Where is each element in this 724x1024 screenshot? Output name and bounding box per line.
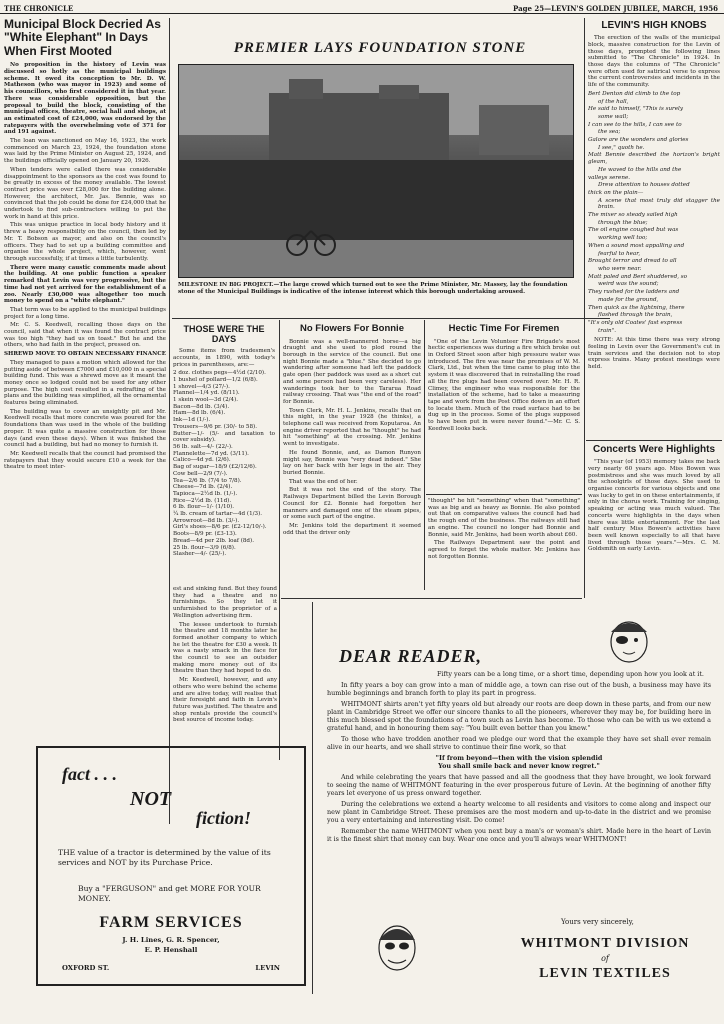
column-divider [279,320,280,760]
farm-people: J. H. Lines, G. R. Spencer, [122,936,220,944]
verse-line: through the blue; [598,219,648,226]
firemen-article [428,324,580,492]
article-paragraph: Mr. Keedwell recalls that the council had promised the ratepayers that they would secure £10 a week for the theatre to meet inter- [4,450,166,471]
article-paragraph: "One of the Levin Volunteer Fire Brigade's most hectic experiences was during a fire which broke out in Oxford Street soon after high pressure water was introduced. The fire was near the premises of W. M. Clark, Ltd., but when the time came to plug into the system it was discovered that in reinstalling the road all the fire plugs had been covered over. Mr. H. R. Climey, the engineer who was responsible for the installation of the scheme, had to take a measuring tape and work from the Post Office down in an effort to locate them. Much of the road surface had to be dug up in the process. Some of the plugs supposed to have been put in were never found."—Mr. C. S. Keedwell looks back. [428,338,580,432]
verse-line: Brought terror and dread to all [588,258,677,265]
not-text: NOT [130,788,172,810]
article-paragraph: They managed to pass a motion which allowed for the putting aside of between £7000 and £10,000 in a special building fund. This was a shrewd move as it meant the money once so lodged could not be used for any other purpose. The high cost resulted in a redrafting of the plans and the building was simplified, all the ornamental features being eliminated. [4,359,166,407]
letter-paragraph: In fifty years a boy can grow into a man of middle age, a town can rise out of the bush, a business may have its humble beginnings and branch forth to play its part in progress. [327,681,711,697]
fiction-text: fiction! [196,808,252,828]
dear-reader-title: DEAR READER, [339,646,483,666]
knobs-headline: LEVIN'S HIGH KNOBS [601,20,707,31]
article-paragraph: That was the end of her. [289,478,358,485]
price-item: Boots—8/9 pr. (£3-13). [173,531,237,538]
farm-street: OXFORD ST. [62,964,110,972]
masthead-rule [0,13,724,14]
price-item: Trousers—9/6 pr. (30/- to 58). [173,423,257,430]
verse-line: some wall; [598,113,629,120]
price-item: Flannel—1/4 yd. (8/11). [173,390,240,397]
price-item: Slasher—4/- (25/-). [173,551,227,558]
verse-line: fearful to hear, [598,250,641,257]
farm-town: LEVIN [255,964,280,972]
article-paragraph: That term was to be applied to the municipal buildings project for a long time. [4,306,166,320]
whitmont-ad [312,602,721,994]
price-item: Bread—4d per 2lb. loaf (8d). [173,537,254,544]
man-face-illustration [371,918,423,976]
article-paragraph: Mr. C. S. Keedwell, recalling those days on the council, said that when it was found the contract price was too high "they had us on toast." But he and the others, who had faith in the project, pressed on. [4,322,166,349]
price-item: Girl's shoes—8/6 pr. (£2-12/10/-). [173,524,267,531]
verse-line: Then quick as the lightning, there [588,304,685,311]
concerts-article [588,444,720,596]
signoff: Yours very sincerely, [561,918,634,926]
crowd-photo-illustration [179,65,573,277]
price-item: Bag of sugar—18/9 (£2/12/6). [173,464,257,471]
olddays-article [173,324,275,584]
foundation-stone-photo [178,64,574,278]
verse-line: I see," quoth he. [598,144,645,151]
whitmont-division: WHITMONT DIVISION [520,936,690,951]
price-item: 1 shovel—4/3 (27/-). [173,383,230,390]
of-text: of [601,954,609,963]
verse-line: made for the ground, [598,296,659,303]
verse-line: He waved to the hills and the [598,166,682,173]
column-divider [424,320,425,590]
article-paragraph: est and sinking fund. But they found they had a theatre and no furnishings. So they let it unfurnished to the proprietor of a Wellington advertising firm. [173,586,277,619]
article-paragraph: There were many caustic comments made about the building. At one public function a speaker remarked that Levin was very progressive, but the time had not yet arrived for the establishment of a zoo. Nearly £30,000 was altogether too much money to spend on a "white elephant." [4,264,166,305]
satirical-verse [588,91,720,335]
price-item: Ink—1d (1/-). [173,417,211,424]
subheading: SHREWD MOVE TO OBTAIN NECESSARY FINANCE [4,351,166,358]
letter-paragraph: WHITMONT shirts aren't yet fifty years old but already our roots are deep down in these parts, and from our new plant in Cambridge Street we offer our sincere thanks to all the pioneers, wherever they may be, for building here in this much blessed spot the foundations of a town such as Levin has become. To those who can be with us we extend a grateful hand, and in honouring them say: "You built even better than you knew." [327,700,711,732]
price-item: ¼ lb. cream of tartar—4d (1/3). [173,511,263,518]
verse-line: They rushed for the ladders and [588,289,680,296]
flowers-continued [428,498,580,594]
woman-face-illustration [599,618,659,664]
photo-caption: MILESTONE IN BIG PROJECT.—The large crowd which turned out to see the Prime Minister, Mr. Massey, lay the foundation stone of the Municipal Buildings is indicative of the intense interest which this borough undertaking aroused. [178,282,568,295]
dear-reader-body [327,670,711,846]
price-item: Ham—8d lb. (6/4). [173,410,226,417]
article-paragraph: Bonnie was a well-mannered horse—a big draught and she used to plod round the borough in the service of the council. But one night Bonnie made a "blue." She decided to go wandering after someone had left the paddock gate open (her paddock was used as a short cut and some person had been very careless). Her wanderings took her to the Tararua Road railway crossing. That was "the end of the road" for Bonnie. [283,338,421,405]
fact-text: fact . . . [62,764,117,784]
price-item: Cheese—7d lb. (2/4). [173,484,233,491]
article-paragraph: When tenders were called there was considerable disappointment to the sponsors as the cost was found to be greatly in excess of the money available. The lowest contract price was over £28,000 for the building alone. However, the architect, Mr. Jas. Bennie, was so convinced that the job could be done for £24,000 that he undertook to find sub-contractors willing to put the work in hand at this price. [4,166,166,220]
verse-line: valleys serene. [588,174,631,181]
verse-line: Bert Denton did climb to the top [588,90,681,97]
section-rule [172,318,610,319]
verse-line: I can see to the hills, I can see to [588,121,682,128]
verse-line: The mixer so steady sailed high [588,212,678,219]
verse-line: flashed through the brain, [598,312,673,319]
price-item: 25 lb. flour—3/9 (6/8). [173,544,236,551]
article-paragraph: No proposition in the history of Levin was discussed so hotly as the municipal buildings scheme. It owed its conception to Mr. D. W. Matheson (who was mayor in 1923) and some of his councillors, who first considered it in that year. There was considerable opposition, but the proposal to build the block, consisting of the municipal offices, theatre, social hall and shops, at an estimated cost of £24,000, was endorsed by the ratepayers with the overwhelming vote of 371 for and 191 against. [4,62,166,136]
price-item: Cow bell—2/9 (7/-). [173,470,228,477]
municipal-continued [173,586,277,762]
article-paragraph: "This year (of 1953) memory takes me back very nearly 60 years ago. Miss Bowen was postmistress and she was much loved by all the schoolgirls of those days. She used to organise concerts for various objects and one was lucky to get in on these entertainments, if only in the chorus work. Training for singing, speaking or acting was much valued. The concerts were highlights in the days when there was little entertainment. For the last half century Miss Bowen's activities have been well known especially to all that have lived through those years."—Mrs. C. M. Goldsmith on early Levin. [588,459,720,553]
olddays-headline: THOSE WERE THE DAYS [183,324,265,345]
masthead-title: THE CHRONICLE [4,4,74,13]
verse-line: thick on the plain— [588,189,644,196]
article-paragraph: The lessee undertook to furnish the theatre and 18 months later he formed another company to which he let the theatre for £30 a week. It was a nasty smack in the face for the council to see an outsider making more money out of its theatre than they had hoped to do. [173,621,277,675]
verse-line: A scene that most truly did stagger the brain. [598,197,720,211]
letter-paragraph: During the celebrations we extend a hearty welcome to all residents and visitors to come along and inspect our new plant in Cambridge Street. These premises are the most modern and up-to-date in the district and we promise you a very entertaining and interesting visit. Do come! [327,800,711,824]
price-item: Arrowroot—8d lb. (3/-). [173,517,240,524]
article-paragraph: The loan was sanctioned on May 16, 1923, the work commenced on March 23, 1924, the foundation stone was laid by the Prime Minister on August 25, 1924, and the buildings officially opened on January 20, 1926. [4,138,166,165]
verse-line: working well too; [598,235,648,242]
knobs-note: NOTE: At this time there was very strong feeling in Levin over the Government's cut in train services and the decision not to stop express trains. Many protest meetings were held. [588,337,720,371]
verse-line: Matt paled and Bert shuddered, so [588,273,688,280]
verse-line: the sea; [598,129,621,136]
article-paragraph: Town Clerk, Mr. H. L. Jenkins, recalls that on this night, in the year 1928 (he thinks), a telephone call was received from Koputaroa. An engine driver reported that he "thought" he had hit "something" at the crossing. Mr. Jenkins went to investigate. [283,407,421,448]
article-paragraph: The building was to cover an unsightly pit and Mr. Keedwell recalls that more concrete was poured for the foundations than was used in the whole of the building proper. It was quite a massive construction for those days (and even these days). When it was finished the council had a building, but had no money to furnish it. [4,408,166,449]
letter-paragraph: Fifty years can be a long time, or a short time, depending upon how you look at it. [437,670,704,678]
price-item: Tea—2/6 lb. (7/4 to 7/8). [173,477,242,484]
municipal-headline: Municipal Block Decried As "White Elephant" In Days When First Mooted [4,18,161,58]
verse-line: When a sound most appalling and [588,242,685,249]
farm-people-2: E. P. Henshall [144,946,198,954]
farm-services-ad [36,746,306,986]
verse-line: The oil engine coughed but was [588,227,679,234]
article-paragraph: But it was not the end of the story. The Railways Department billed the Levin Borough Council for £2. Bonnie had forgotten her manners and damaged one of the steam pipes, or some such part of the engine. [283,487,421,521]
price-list [173,370,275,558]
masthead-page-info: Page 25—LEVIN'S GOLDEN JUBILEE, MARCH, 1956 [513,4,718,13]
column-divider [169,18,170,824]
farm-name: FARM SERVICES [99,914,243,931]
price-item: Tapioca—2½d lb. (1/-). [173,490,238,497]
firemen-headline: Hectic Time For Firemen [448,324,560,334]
column-divider [584,18,585,598]
verse-line: weird was the sound; [598,281,659,288]
letter-paragraph: And while celebrating the years that have passed and all the goodness that they have brought, we look forward to seeing the name of WHITMONT featuring in the ever prosperous future of Levin. At the beginning of another fifty years let everyone of us press onward together. [327,773,711,797]
premier-headline: PREMIER LAYS FOUNDATION STONE [233,40,527,56]
price-item: Butter—1/- (5/- and taxation to cover subsidy). [173,430,275,444]
article-paragraph: "thought" he hit "something" when that "something" was as big and as heavy as Bonnie. He also pointed out that on comparative values the council had had the rough end of the business. The railways still had an engine. The council no longer had Bonnie and Bonnie, said Mr. Jenkins, had been worth about £60. [428,498,580,538]
article-paragraph: Mr. Jenkins told the department it seemed odd that the driver only [283,522,421,536]
price-item: 2 doz. clothes pegs—4½d (2/10). [173,370,266,377]
municipal-article [4,18,166,824]
letter-paragraph: Remember the name WHITMONT when you next buy a man's or woman's shirt. Made here in the heart of Levin it is the finest shirt that money can buy. Wear one once and you'll always wear WHITMONT! [327,827,711,843]
price-item: Rice—2½d lb. (11d). [173,497,232,504]
concerts-headline: Concerts Were Highlights [592,444,716,455]
farm-buy: Buy a "FERGUSON" and get MORE FOR YOUR MONEY. [78,884,261,903]
article-paragraph: This was unique practice in local body history and it threw a heavy responsibility on the council, then led by Mr. T. Bobson as mayor, and also on the council's officers. They had to set up a building committee and organise the whole project, which, however, went through successfully, if at times a little turbulently. [4,222,166,262]
article-paragraph: Mr. Keedwell, however, and any others who were behind the scheme and are alive today, will realise that their foresight and faith in Levin's future was justified. The theatre and shop rentals provide the council's best source of income today. [173,677,277,724]
verse-line: Galore are the wonders and glories [588,137,689,144]
section-rule [426,494,582,495]
letter-paragraph: To those who have trodden another road we pledge our word that the example they have set shall ever remain alive in our hearts, and we shall strive to continue their fine work, so that [327,735,711,751]
verse-line: of the hall, [598,98,629,105]
verse-line: who were near. [598,265,642,272]
article-paragraph: The Railways Department saw the point and agreed to forget the whole matter. Mr. Jenkins has not forgotten Bonnie. [428,540,580,560]
price-item: 1 skein wool—3d (2/4). [173,397,239,404]
verse-line: Matt Bennie described the horizon's bright gleam, [588,152,720,166]
price-item: 1 bushel of pollard—1/2 (6/8). [173,376,258,383]
verse-line: He said to himself, "This is surely [588,106,683,113]
price-item: 56 lb. salt—4/- (22/-). [173,444,233,450]
levin-textiles: LEVIN TEXTILES [539,966,671,981]
price-item: Bacon—8d lb. (3/4). [173,403,230,410]
section-rule [281,598,582,599]
farm-body: THE value of a tractor is determined by the value of its services and NOT by its Purchase Price. [58,848,271,867]
verse-line: Drew attention to houses dotted [598,182,690,189]
price-item: Flannelette—7d yd. (3/11). [173,450,249,457]
verse-line: "It's only old Coates' fast express [588,319,683,326]
quote-line: "If from beyond—then with the vision splendid [435,754,603,762]
quote-line: You shall smile back and never know regret." [438,762,600,770]
flowers-article [283,324,421,600]
price-item: Calico—4d yd. (2/6). [173,457,231,464]
olddays-intro: Some items from tradesmen's accounts, in 1890, with today's prices in parentheses, are:— [173,348,275,368]
price-item: 6 lb. flour—1/- (1/10). [173,504,235,511]
knobs-article [588,20,720,438]
verse-line: train". [598,327,616,334]
section-rule [586,440,722,441]
flowers-headline: No Flowers For Bonnie [300,324,404,334]
article-paragraph: He found Bonnie, and, as Damon Runyon might say, Bonnie was "very dead indeed." She lay on her back with her legs in the air. They buried Bonnie. [283,449,421,476]
knobs-intro: The erection of the walls of the municipal block, massive construction for the Levin of those days, prompted the following lines submitted to "The Chronicle" in 1924. In those days the columns of "The Chronicle" were often used for satirical verse to express the current controversies and incidents in the life of the community. [588,35,720,89]
